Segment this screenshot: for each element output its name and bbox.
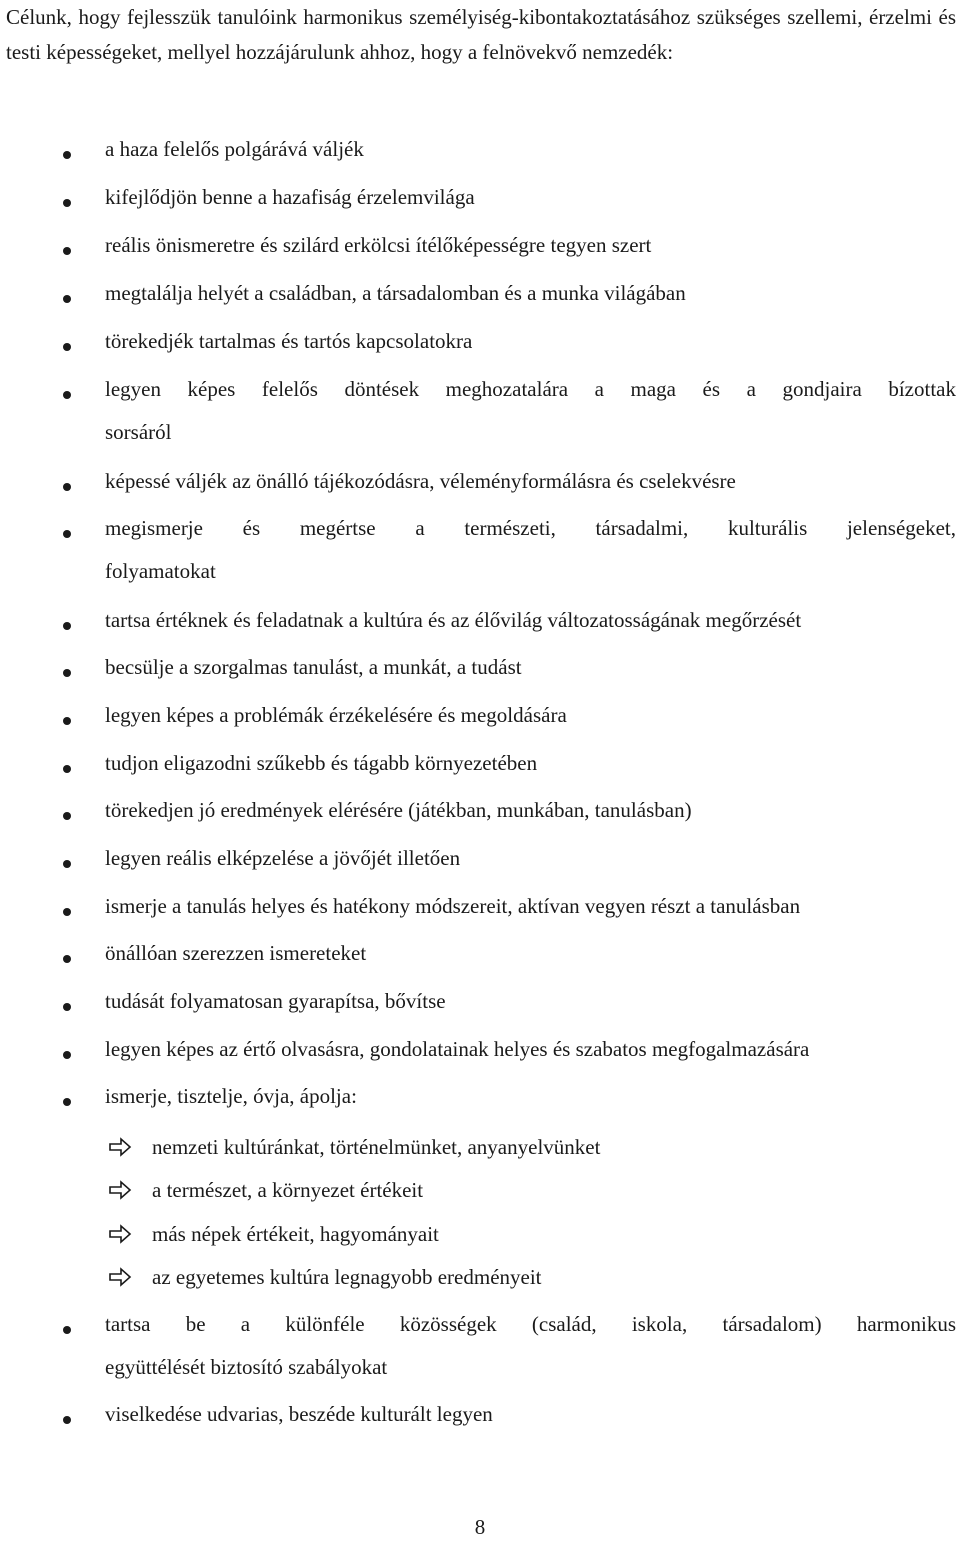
list-item-text: reális önismeretre és szilárd erkölcsi ítélőképességre tegyen szert [105,233,652,257]
sub-list-item-text: a természet, a környezet értékeit [152,1178,424,1202]
bullet-icon [63,1051,71,1059]
bullet-icon [63,343,71,351]
list-item-text: tudását folyamatosan gyarapítsa, bővítse [105,989,446,1013]
bullet-icon [63,1003,71,1011]
list-item-continuation: sorsáról [105,420,172,444]
arrow-right-icon [108,1132,132,1162]
sub-list-item-text: más népek értékeit, hagyományait [152,1222,439,1246]
bullet-icon [63,530,71,538]
list-item-text: viselkedése udvarias, beszéde kulturált legyen [105,1402,493,1426]
list-item-text: kifejlődjön benne a hazafiság érzelemvilága [105,185,475,209]
bullet-icon [63,199,71,207]
bullet-icon [63,955,71,963]
list-item-text: törekedjen jó eredmények elérésére (játékban, munkában, tanulásban) [105,798,692,822]
list-item-continuation: folyamatokat [105,559,216,583]
bullet-icon [63,1416,71,1424]
list-item-line: legyen képes felelős döntések meghozatalára a maga és a gondjaira bízottak [105,377,956,401]
bullet-icon [63,860,71,868]
list-item-text: tartsa értéknek és feladatnak a kultúra és az élővilág változatosságának megőrzését [105,608,802,632]
bullet-icon [63,1326,71,1334]
bullet-icon [63,669,71,677]
list-item-text: tudjon eligazodni szűkebb és tágabb környezetében [105,751,538,775]
bullet-icon [63,812,71,820]
list-item-text [105,1303,956,1389]
list-item-text: legyen reális elképzelése a jövőjét illetően [105,846,461,870]
list-item-text [105,368,956,454]
sub-list-item-text: nemzeti kultúránkat, történelmünket, anyanyelvünket [152,1135,601,1159]
bullet-icon [63,717,71,725]
list-item-text: megtalálja helyét a családban, a társadalomban és a munka világában [105,281,686,305]
list-item-line: tartsa be a különféle közösségek (család, iskola, társadalom) harmonikus [105,1312,956,1336]
arrow-right-icon [108,1175,132,1205]
list-item-text: ismerje, tisztelje, óvja, ápolja: [105,1084,357,1108]
list-item-line: megismerje és megértse a természeti, társadalmi, kulturális jelenségeket, [105,516,956,540]
sub-list-item-text: az egyetemes kultúra legnagyobb eredményeit [152,1265,542,1289]
arrow-right-icon [108,1262,132,1292]
list-item-text [105,507,956,593]
bullet-icon [63,765,71,773]
list-item-continuation: együttélését biztosító szabályokat [105,1355,388,1379]
list-item-text: legyen képes a problémák érzékelésére és megoldására [105,703,567,727]
bullet-icon [63,483,71,491]
list-item-text: a haza felelős polgárává váljék [105,137,364,161]
bullet-icon [63,391,71,399]
list-item-text: képessé váljék az önálló tájékozódásra, véleményformálásra és cselekvésre [105,469,736,493]
page-number: 8 [474,1515,486,1539]
list-item-text: önállóan szerezzen ismereteket [105,941,367,965]
list-item-text: becsülje a szorgalmas tanulást, a munkát, a tudást [105,655,522,679]
list-item-text: ismerje a tanulás helyes és hatékony módszereit, aktívan vegyen részt a tanulásban [105,894,801,918]
bullet-icon [63,908,71,916]
arrow-right-icon [108,1219,132,1249]
bullet-icon [63,1098,71,1106]
bullet-icon [63,247,71,255]
list-item-text: törekedjék tartalmas és tartós kapcsolatokra [105,329,473,353]
bullet-icon [63,151,71,159]
list-item-text: legyen képes az értő olvasásra, gondolatainak helyes és szabatos megfogalmazására [105,1037,810,1061]
intro-paragraph: Célunk, hogy fejlesszük tanulóink harmonikus személyiség-kibontakoztatásához szükséges szellemi, érzelmi és testi képességeket, mellyel hozzájárulunk ahhoz, hogy a felnövekvő nemzedék: [6,5,956,64]
bullet-icon [63,295,71,303]
bullet-icon [63,622,71,630]
